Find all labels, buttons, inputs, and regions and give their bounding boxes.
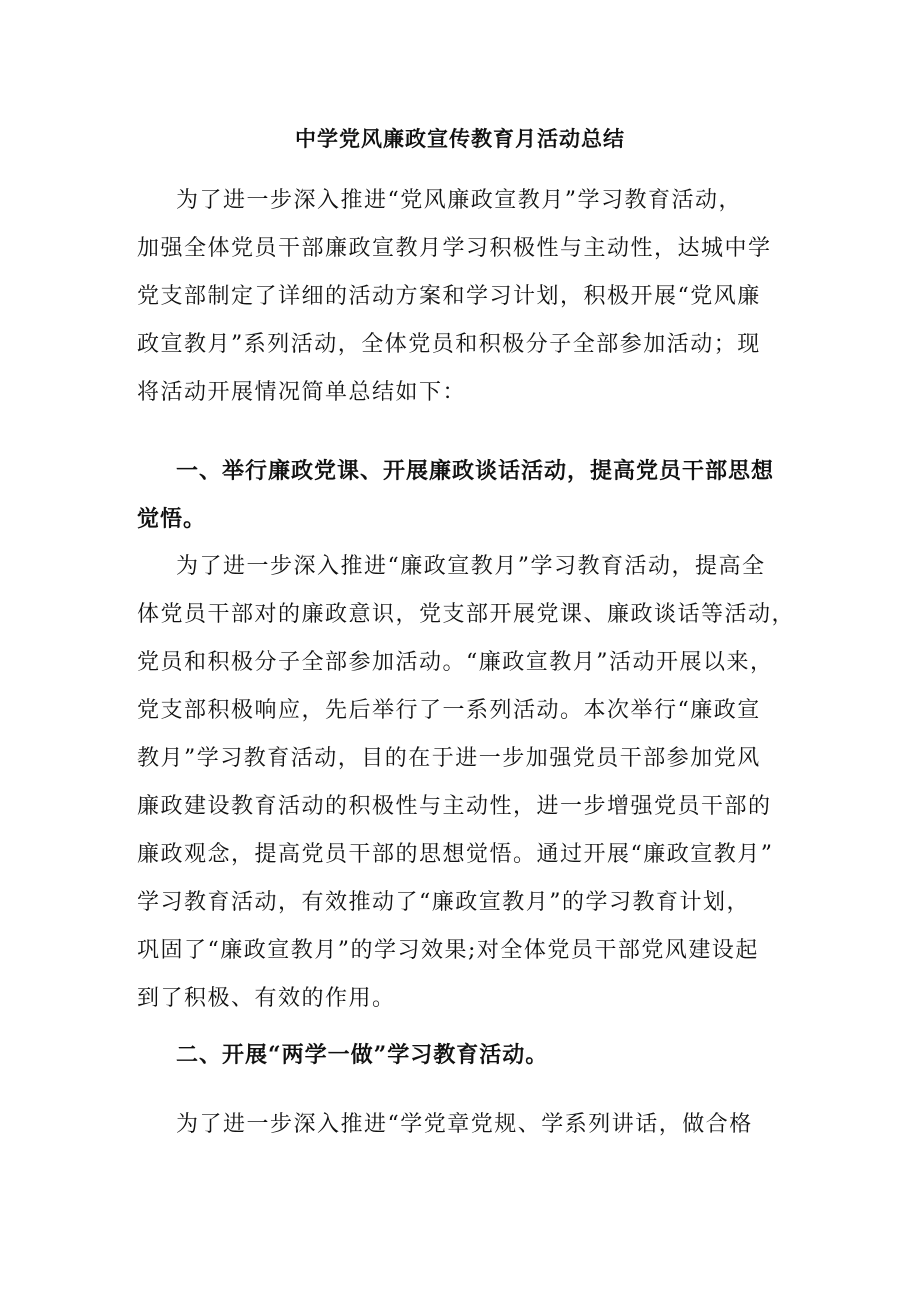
intro-line-1: 为了进一步深入推进“党风廉政宣教月”学习教育活动， xyxy=(176,188,742,213)
intro-line-3: 党支部制定了详细的活动方案和学习计划，积极开展“党风廉 xyxy=(137,284,761,309)
section2-body-line-1: 为了进一步深入推进“学党章党规、学系列讲话，做合格 xyxy=(176,1112,753,1137)
section2-heading: 二、开展“两学一做”学习教育活动。 xyxy=(176,1042,549,1068)
section1-heading-line-1: 一、举行廉政党课、开展廉政谈话活动，提高党员干部思想 xyxy=(176,458,775,484)
section1-body-line-5: 教月”学习教育活动，目的在于进一步加强党员干部参加党风 xyxy=(137,746,761,771)
section1-body-line-10: 到了积极、有效的作用。 xyxy=(137,986,396,1011)
section1-body-line-4: 党支部积极响应，先后举行了一系列活动。本次举行“廉政宣 xyxy=(137,698,761,723)
section1-body-line-9: 巩固了“廉政宣教月”的学习效果;对全体党员干部党风建设起 xyxy=(137,938,759,963)
section1-body-line-3: 党员和积极分子全部参加活动。“廉政宣教月”活动开展以来， xyxy=(137,650,774,675)
section1-body-line-6: 廉政建设教育活动的积极性与主动性，进一步增强党员干部的 xyxy=(137,794,772,819)
intro-line-5: 将活动开展情况简单总结如下： xyxy=(137,380,467,405)
document-title: 中学党风廉政宣传教育月活动总结 xyxy=(295,126,625,151)
intro-line-2: 加强全体党员干部廉政宣教月学习积极性与主动性，达城中学 xyxy=(137,236,772,261)
section1-body-line-7: 廉政观念，提高党员干部的思想觉悟。通过开展“廉政宣教月” xyxy=(137,842,774,867)
section1-body-line-2: 体党员干部对的廉政意识，党支部开展党课、廉政谈话等活动， xyxy=(137,602,796,627)
section1-body-line-1: 为了进一步深入推进“廉政宣教月”学习教育活动，提高全 xyxy=(176,554,766,579)
section1-body-line-8: 学习教育活动，有效推动了“廉政宣教月”的学习教育计划， xyxy=(137,890,750,915)
section1-heading-line-2: 觉悟。 xyxy=(137,506,207,532)
intro-line-4: 政宣教月”系列活动，全体党员和积极分子全部参加活动；现 xyxy=(137,332,761,357)
